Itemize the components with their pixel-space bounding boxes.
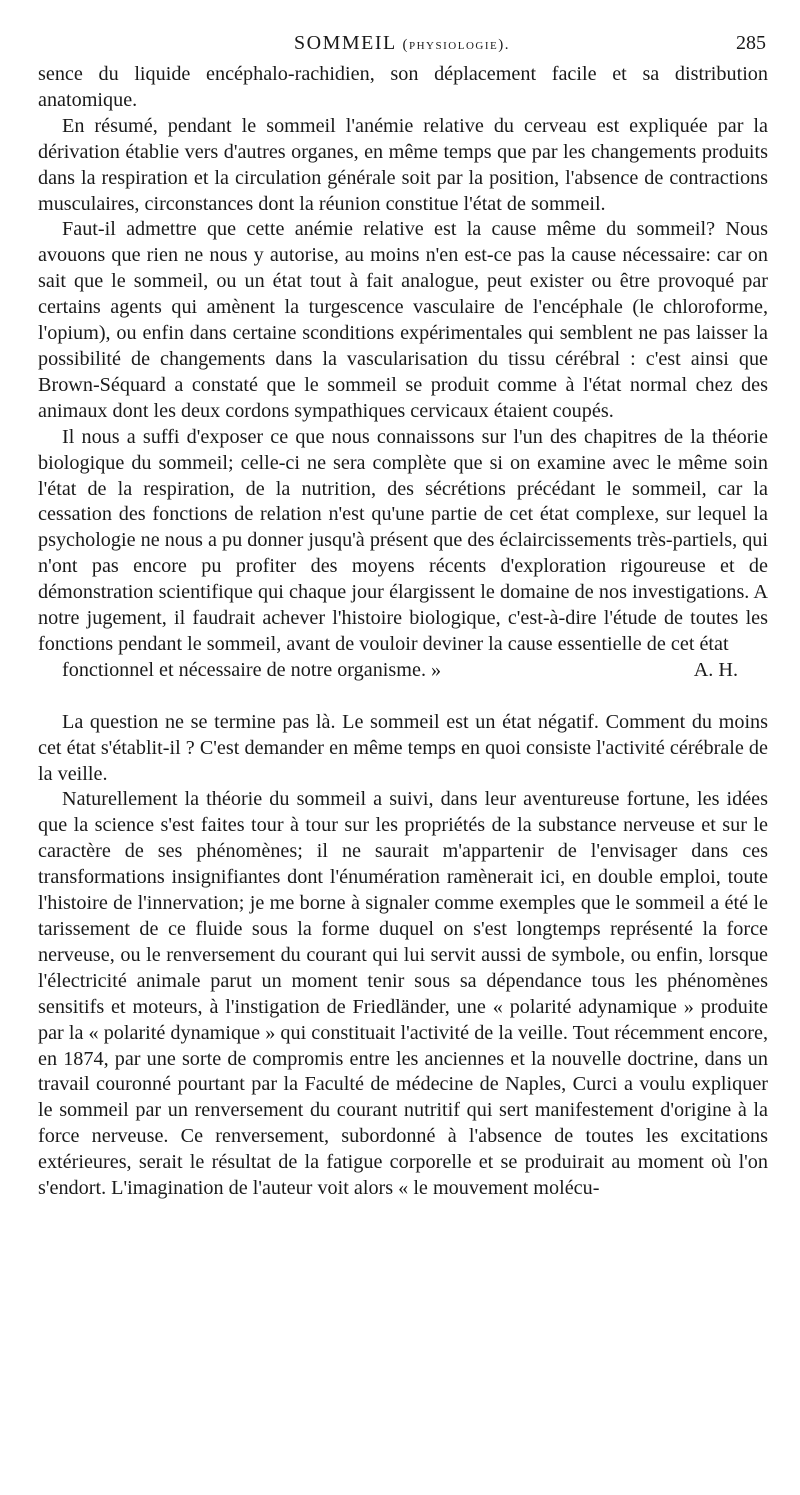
running-title-subtitle: (physiologie). [402, 37, 510, 53]
paragraph-continuation: sence du liquide encéphalo-rachidien, son déplacement facile et sa distribution anatomique. [38, 63, 768, 111]
paragraph-question: La question ne se termine pas là. Le sommeil est un état négatif. Comment du moins cet état s'établit-il ? C'est demander en même temps en quoi consiste l'activité cérébrale de la veille. [38, 710, 768, 785]
page-header [38, 28, 766, 58]
paragraph-theorie: Naturellement la théorie du sommeil a suivi, dans leur aventureuse fortune, les idées que la science s'est faites tour à tour sur les propriétés de la substance nerveuse et sur le caractère de ses phénomènes; il ne saurait m'appartenir de l'envisager dans ces transformations insignifiantes dont l'énumération ramènerait ici, en double emploi, toute l'histoire de l'innervation; je me borne à signaler comme exemples que le sommeil a été le tarissement de ce fluide sous la forme duquel on s'est longtemps représenté la force nerveuse, ou le renversement du courant qui lui servit aussi de symbole, ou enfin, lorsque l'électricité animale parut un moment tenir sous sa dépendance tous les phénomènes sensitifs et moteurs, à l'instigation de Friedländer, une « polarité adynamique » produite par la « polarité dynamique » qui constituait l'activité de la veille. Tout récemment encore, en 1874, par une sorte de compromis entre les anciennes et la nouvelle doctrine, dans un travail couronné pourtant par la Faculté de médecine de Naples, Curci a voulu expliquer le sommeil par un renversement du courant nutritif qui sert manifestement d'origine à la force nerveuse. Ce renversement, subordonné à l'absence de toutes les excitations extérieures, serait le résultat de la fatigue corporelle et se produirait au moment où l'on s'endort. L'imagination de l'auteur voit alors « le mouvement molécu- [38, 788, 768, 1200]
paragraph-resume: En résumé, pendant le sommeil l'anémie relative du cerveau est expliquée par la dérivation établie vers d'autres organes, en même temps que par les changements produits dans la respiration et la circulation générale soit par la position, l'absence de contractions musculaires, circonstances dont la réunion constitue l'état de sommeil. [38, 114, 768, 215]
closing-last-line [38, 658, 768, 684]
running-title [38, 28, 766, 60]
page-number: 285 [736, 32, 766, 54]
closing-paragraph-last-line: fonctionnel et nécessaire de notre organisme. » [62, 658, 442, 681]
author-signature: A. H. [693, 658, 738, 681]
paragraph-anemie-question: Faut-il admettre que cette anémie relative est la cause même du sommeil? Nous avouons que rien ne nous y autorise, au moins n'en est-ce pas la cause nécessaire: car on sait que le sommeil, ou un état tout à fait analogue, peut exister ou être provoqué par certains agents qui amènent la turgescence vasculaire de l'encéphale (le chloroforme, l'opium), ou enfin dans certaine sconditions expérimentales qui semblent ne pas laisser la possibilité de changements dans la vascularisation du tissu cérébral : c'est ainsi que Brown-Séquard a constaté que le sommeil se produit comme à l'état normal chez des animaux dont les deux cordons sympathiques cervicaux étaient coupés. [38, 218, 768, 422]
closing-paragraph-text: Il nous a suffi d'exposer ce que nous connaissons sur l'un des chapitres de la théorie biologique du sommeil; celle-ci ne sera complète que si on examine avec le même soin l'état de la respiration, de la nutrition, des sécrétions précédant le sommeil, car la cessation des fonctions de relation n'est qu'une partie de cet état complexe, sur lequel la psychologie ne nous a pu donner jusqu'à présent que des éclaircissements très-partiels, qui n'ont pas encore pu profiter des moyens récents d'exploration rigoureuse et de démonstration scientifique qui chaque jour élargissent le domaine de nos investigations. A notre jugement, il faudrait achever l'histoire biologique, c'est-à-dire l'étude de toutes les fonctions pendant le sommeil, avant de vouloir deviner la cause essentielle de cet état [38, 425, 768, 655]
body-text [38, 62, 768, 1202]
section-gap [38, 684, 768, 710]
paragraph-closing [38, 425, 768, 684]
running-title-main: SOMMEIL [294, 32, 396, 54]
